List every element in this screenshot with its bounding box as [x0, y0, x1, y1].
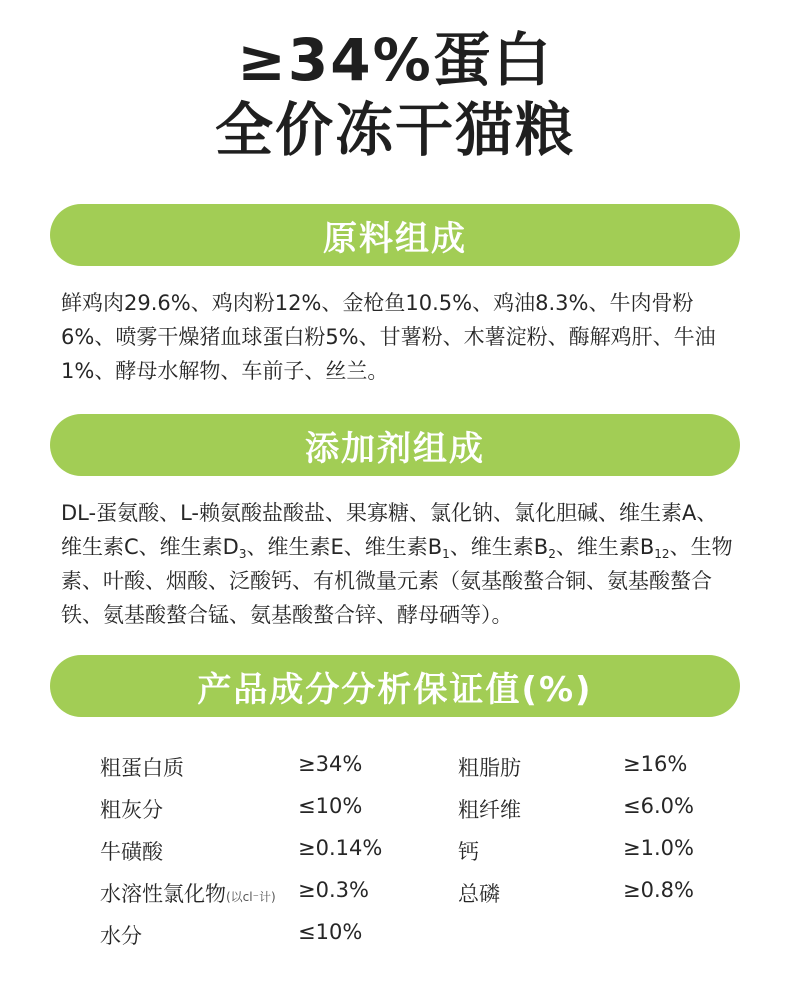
nutrient-name	[100, 878, 276, 908]
ingredients-text: 鲜鸡肉29.6%、鸡肉粉12%、金枪鱼10.5%、鸡油8.3%、牛肉骨粉6%、喷雾干燥猪血球蛋白粉5%、甘薯粉、木薯淀粉、酶解鸡肝、牛油1%、酵母水解物、车前子、丝兰。	[61, 291, 716, 383]
additives-heading-banner	[50, 414, 740, 476]
analysis-heading: 产品成分分析保证值(%)	[197, 669, 593, 710]
nutrient-value: ≥1.0%	[623, 836, 694, 860]
additives-text-part: 、生物素、叶酸、烟酸、泛酸钙、有机微量元素（氨基酸螯合铜、氨基酸螯合铁、氨基酸螯合锰、氨基酸螯合锌、酵母硒等）。	[61, 535, 733, 627]
title-line-1: ≥34%蛋白	[237, 26, 553, 94]
nutrient-name: 总磷	[458, 882, 500, 906]
analysis-heading-banner	[50, 655, 740, 717]
nutrient-value: ≥34%	[298, 752, 363, 776]
nutrient-value: ≥0.14%	[298, 836, 383, 860]
additives-text-part: 、维生素E、维生素B	[246, 535, 443, 559]
ingredients-heading-banner	[50, 204, 740, 266]
nutrient-name: 粗灰分	[100, 798, 163, 822]
nutrient-name: 粗纤维	[458, 798, 521, 822]
additives-text	[61, 496, 733, 632]
subscript: 12	[654, 547, 670, 561]
nutrient-name-note: (以cl⁻计)	[226, 890, 276, 904]
nutrient-value: ≥16%	[623, 752, 688, 776]
nutrient-value: ≥0.3%	[298, 878, 369, 902]
title-line-2: 全价冻干猫粮	[214, 96, 575, 164]
nutrient-value: ≥0.8%	[623, 878, 694, 902]
additives-text-part: 、维生素B	[449, 535, 549, 559]
nutrient-value: ≤10%	[298, 920, 363, 944]
ingredients-heading: 原料组成	[323, 218, 467, 259]
additives-heading: 添加剂组成	[305, 428, 485, 469]
nutrient-value: ≤10%	[298, 794, 363, 818]
nutrient-name: 钙	[458, 840, 479, 864]
subscript: 2	[548, 547, 556, 561]
additives-text-part: 、维生素B	[555, 535, 655, 559]
additives-text-part: DL-蛋氨酸、L-赖氨酸盐酸盐、果寡糖、氯化钠、氯化胆碱、维生素A、维生素C、维生素D	[61, 501, 718, 559]
nutrient-name: 粗脂肪	[458, 756, 521, 780]
nutrient-name: 粗蛋白质	[100, 756, 184, 780]
nutrient-name: 牛磺酸	[100, 840, 163, 864]
nutrient-value: ≤6.0%	[623, 794, 694, 818]
subscript: 1	[442, 547, 450, 561]
nutrient-name: 水分	[100, 924, 142, 948]
subscript: 3	[238, 547, 247, 561]
nutrient-name-text: 水溶性氯化物	[100, 882, 226, 906]
page-title	[0, 25, 790, 165]
